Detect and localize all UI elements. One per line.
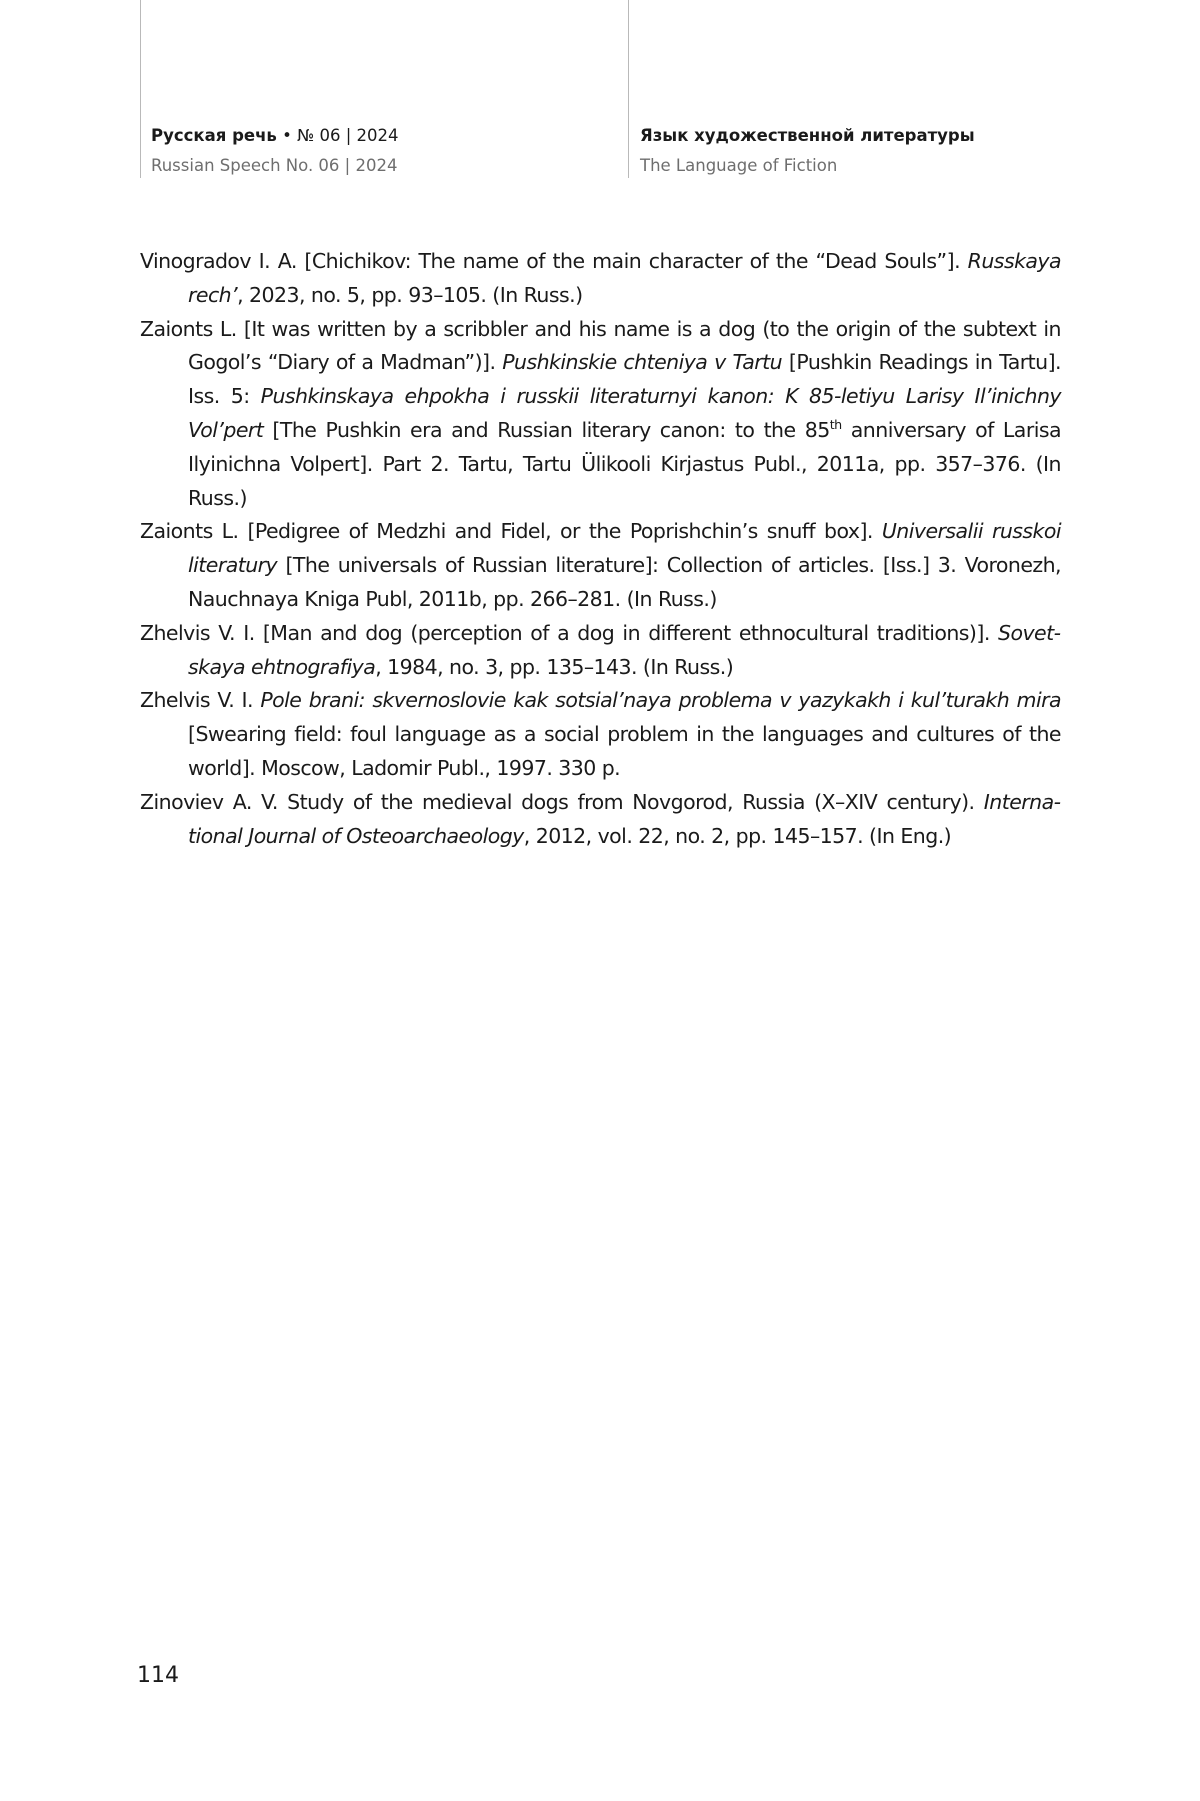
- bullet: •: [282, 126, 292, 145]
- page-number: 114: [137, 1663, 179, 1688]
- reference-item: Zinoviev A. V. Study of the medieval dogs from Novgorod, Russia (X–XIV century). International Journal of Osteoarchaeology, 2012, vol. 22, no. 2, pp. 145–157. (In Eng.): [140, 789, 1061, 848]
- header-divider-right: [628, 0, 629, 178]
- reference-item: Zhelvis V. I. [Man and dog (perception of a dog in different ethnocultural traditions)]. Sovetskaya ehtnografiya, 1984, no. 3, pp. 135–143. (In Russ.): [140, 620, 1061, 679]
- reference-item: Zaionts L. [It was written by a scribbler and his name is a dog (to the origin of the subtext in Gogol’s “Diary of a Madman”)]. Pushkinskie chteniya v Tartu [Pushkin Readings in Tartu]. Iss. 5: Pushkinskaya ehpokha i russkii literaturnyi kanon: K 85-letiyu Larisy Il’inichny Vol’pert [The Pushkin era and Russian literary canon: to the 85th anniversary of Larisa Ilyinichna Volpert]. Part 2. Tartu, Tartu Ülikooli Kirjastus Publ., 2011a, pp. 357–376. (In Russ.): [140, 316, 1061, 510]
- header-right: [640, 121, 975, 181]
- journal-title-english: Russian Speech No. 06 | 2024: [151, 156, 398, 175]
- header-divider-left: [140, 0, 141, 178]
- reference-item: Vinogradov I. A. [Chichikov: The name of the main character of the “Dead Souls”]. Russkaya rech’, 2023, no. 5, pp. 93–105. (In Russ.): [140, 249, 1061, 307]
- journal-line: [151, 121, 399, 151]
- reference-list: [140, 245, 1061, 853]
- section-line: [640, 121, 975, 151]
- reference-item: Zaionts L. [Pedigree of Medzhi and Fidel, or the Poprishchin’s snuff box]. Universalii russkoi literatury [The universals of Russian literature]: Collection of articles. [Iss.] 3. Voronezh, Nauchnaya Kniga Publ, 2011b, pp. 266–281. (In Russ.): [140, 519, 1061, 611]
- section-title: Язык художественной литературы: [640, 126, 975, 145]
- journal-issue: № 06 | 2024: [297, 126, 399, 145]
- journal-title: Русская речь: [151, 126, 277, 145]
- header-left: [151, 121, 399, 181]
- section-title-english: The Language of Fiction: [640, 156, 838, 175]
- reference-item: Zhelvis V. I. Pole brani: skvernoslovie kak sotsial’naya problema v yazykakh i kul’turakh mira [Swearing field: foul language as a social problem in the languages and cultures of the world]. Moscow, Ladomir Publ., 1997. 330 p.: [140, 688, 1061, 780]
